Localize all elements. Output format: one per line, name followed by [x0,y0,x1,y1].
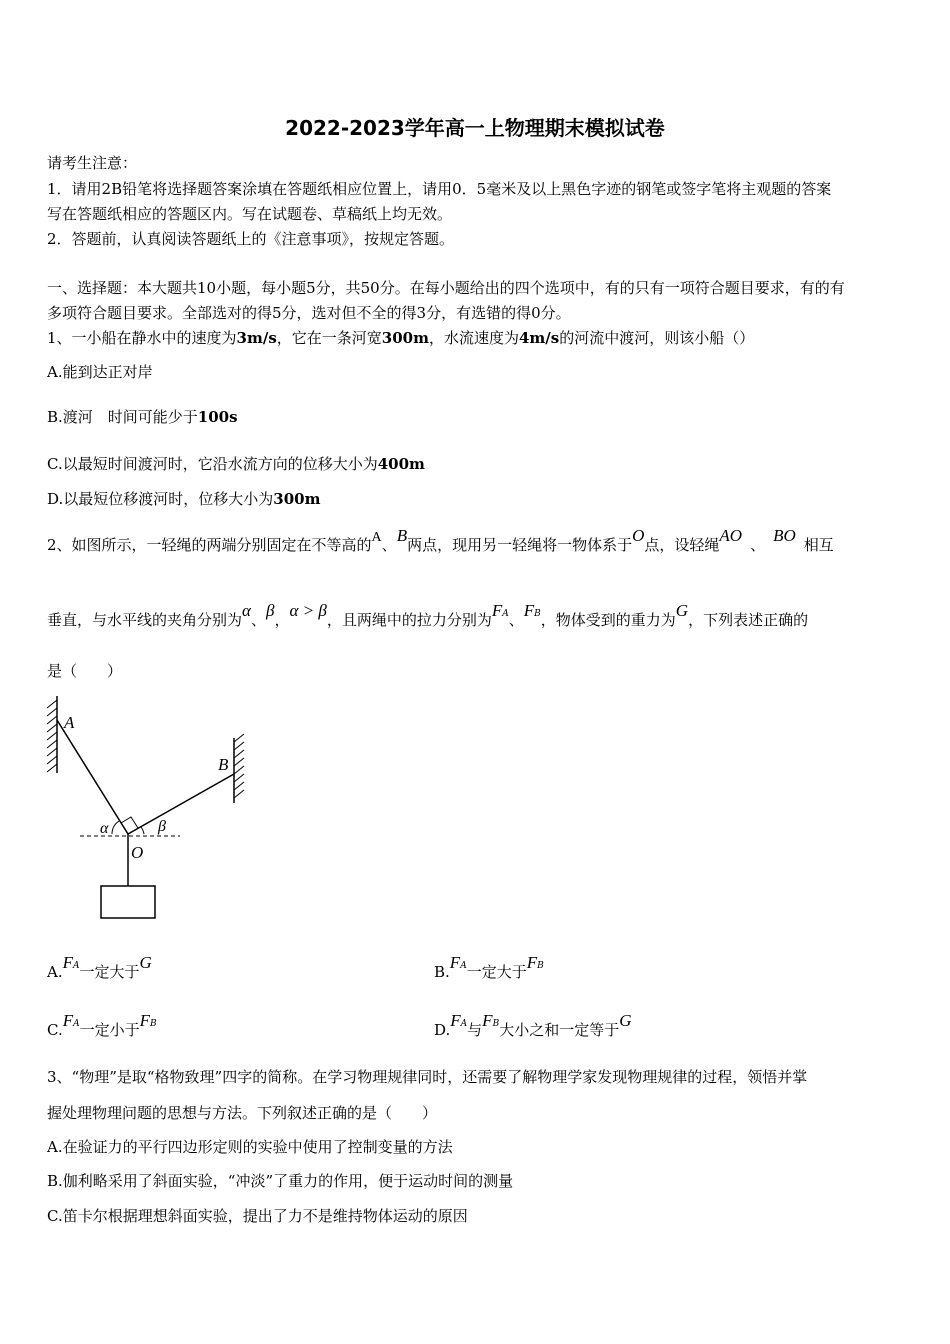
q1-option-b: B.渡河 时间可能少于100s [47,408,238,426]
q2-option-c: C.FA一定小于FB [47,1011,157,1039]
label-a: A [64,713,75,732]
q3-option-b: B.伽利略采用了斜面实验，“冲淡”了重力的作用，便于运动时间的测量 [47,1172,514,1190]
q1-option-d: D.以最短位移渡河时，位移大小为300m [47,490,321,508]
hanging-box [101,886,155,918]
notice-item-1b: 写在答题纸相应的答题区内。写在试题卷、草稿纸上均无效。 [47,205,453,223]
q2-option-d: D.FA与FB大小之和一定等于G [434,1011,632,1039]
q2-stem-line1: 2、如图所示，一轻绳的两端分别固定在不等高的A、B两点，现用另一轻绳将一物体系于O点，设轻绳AO 、 BO 相互 [47,526,834,554]
label-alpha: α [100,820,109,837]
left-wall-hatch [47,700,57,772]
right-wall-hatch [234,734,244,798]
notice-item-1a: 1．请用2B铅笔将选择题答案涂填在答题纸相应位置上，请用0．5毫米及以上黑色字迹的钢笔或签字笔将主观题的答案 [47,180,832,198]
label-o: O [131,843,144,862]
notice-item-2: 2．答题前，认真阅读答题纸上的《注意事项》，按规定答题。 [47,230,455,248]
q3-option-a: A.在验证力的平行四边形定则的实验中使用了控制变量的方法 [47,1138,453,1156]
label-b: B [218,755,229,774]
rope-bo [128,774,234,834]
q2-stem-line2: 垂直，与水平线的夹角分别为α、β，α > β，且两绳中的拉力分别为FA、FB，物体受到的重力为G，下列表述正确的 [47,601,809,629]
q2-option-b: B.FA一定大于FB [434,953,544,981]
q1-option-c: C.以最短时间渡河时，它沿水流方向的位移大小为400m [47,455,425,473]
section-intro-b: 多项符合题目要求。全部选对的得5分，选对但不全的得3分，有选错的得0分。 [47,304,571,322]
q2-option-a: A.FA一定大于G [47,953,152,981]
q2-figure [40,688,250,928]
rope-ao [57,720,128,834]
notice-heading: 请考生注意： [47,154,138,172]
q3-stem-a: 3、“物理”是取“格物致理”四字的简称。在学习物理规律同时，还需要了解物理学家发现物理规律的过程，领悟并掌 [47,1068,808,1086]
q1-option-a: A.能到达正对岸 [47,363,153,381]
q3-option-c: C.笛卡尔根据理想斜面实验，提出了力不是维持物体运动的原因 [47,1207,468,1225]
q2-stem-line3: 是（ ） [47,662,123,680]
q1-stem: 1、一小船在静水中的速度为3m/s，它在一条河宽300m，水流速度为4m/s的河流中渡河，则该小船（） [47,329,755,347]
q3-stem-b: 握处理物理问题的思想与方法。下列叙述正确的是（ ） [47,1104,438,1122]
page-title: 2022-2023学年高一上物理期末模拟试卷 [285,116,665,140]
beta-arc [141,827,144,834]
label-beta: β [158,818,166,835]
section-intro-a: 一、选择题：本大题共10小题，每小题5分，共50分。在每小题给出的四个选项中，有的只有一项符合题目要求，有的有 [47,279,845,297]
alpha-arc [112,821,119,834]
